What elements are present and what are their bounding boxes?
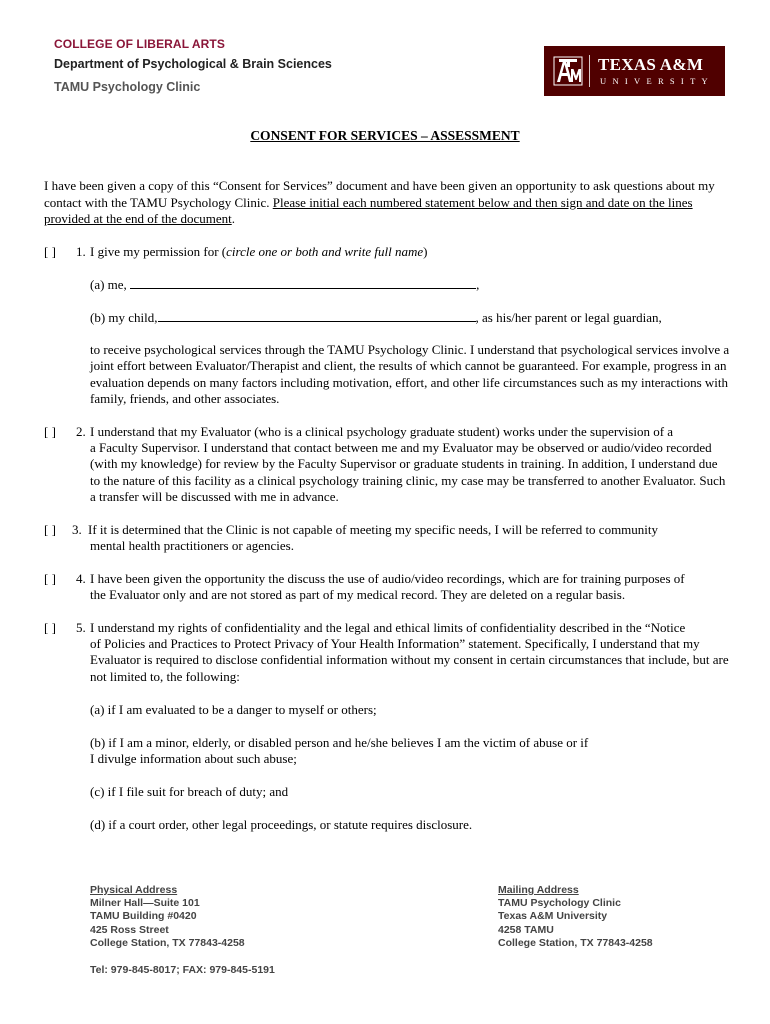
initial-box-3[interactable]: [ ] [44,522,56,537]
item2-body: a Faculty Supervisor. I understand that contact between me and my Evaluator may be observed or audio/video recorded (with my knowledge) for review by the Faculty Supervisor or graduate students in training. In addition, I understand due to the nature of this facility as a clinical psychology training clinic, my case may be transferred to another Evaluator. Such a transfer will be discussed with me in advance. [90,440,726,505]
item1-option-b: (b) my child, , as his/her parent or legal guardian, [90,310,662,325]
item-number: 2. [76,424,86,439]
logo-wordmark: TEXAS A&M [598,55,704,74]
address-line: TAMU Building #0420 [90,910,197,923]
logo-university: UNIVERSITY [600,76,714,86]
department-name: Department of Psychological & Brain Sciences [54,57,332,71]
address-line: TAMU Psychology Clinic [498,897,621,910]
phone-fax: Tel: 979-845-8017; FAX: 979-845-5191 [90,964,275,976]
item5-case-b-line2: I divulge information about such abuse; [90,751,297,766]
item-number: 3. [72,522,82,537]
item1-body: to receive psychological services through the TAMU Psychology Clinic. I understand that psychological services involve a joint effort between Evaluator/Therapist and client, the results of which cannot be guaranteed. For example, progress in an evaluation depends on many factors including motivation, effort, and other life circumstances such as my interactions with family, friends, and other associates. [90,342,730,407]
address-line: 4258 TAMU [498,923,554,936]
physical-address [90,884,245,950]
item-number: 1. [76,244,86,259]
initial-box-5[interactable]: [ ] [44,620,56,635]
item5-case-a: (a) if I am evaluated to be a danger to myself or others; [90,702,377,717]
item2-first-line: I understand that my Evaluator (who is a clinical psychology graduate student) works under the supervision of a [90,424,674,439]
item1-option-a: (a) me, , [90,277,480,292]
document-title: CONSENT FOR SERVICES – ASSESSMENT [250,128,520,143]
atm-emblem-icon [553,55,583,87]
college-name: COLLEGE OF LIBERAL ARTS [54,37,225,51]
clinic-name: TAMU Psychology Clinic [54,80,201,94]
item1-lead: I give my permission for (circle one or both and write full name) [90,244,428,259]
intro-paragraph: I have been given a copy of this “Consent for Services” document and have been given an opportunity to ask questions about my contact with the TAMU Psychology Clinic. Please initial each numbered statement below and then sign and date on the lines provided at the end of the document. [44,178,715,226]
name-field-child[interactable] [158,310,476,322]
initial-box-1[interactable]: [ ] [44,244,56,259]
item3-body: mental health practitioners or agencies. [90,538,294,553]
initial-box-2[interactable]: [ ] [44,424,56,439]
item-number: 5. [76,620,86,635]
address-line: 425 Ross Street [90,923,169,936]
item-number: 4. [76,571,86,586]
item5-case-b-line1: (b) if I am a minor, elderly, or disabled person and he/she believes I am the victim of abuse or if [90,735,589,750]
address-line: Texas A&M University [498,910,608,923]
address-line: College Station, TX 77843-4258 [498,936,653,949]
address-line: College Station, TX 77843-4258 [90,936,245,949]
item5-body: of Policies and Practices to Protect Privacy of Your Health Information” statement. Specifically, I understand that my Evaluator is required to disclose confidential information without my consent in certain circumstances that include, but are not limited to, the following: [90,636,729,684]
physical-address-heading: Physical Address [90,884,178,896]
item5-case-c: (c) if I file suit for breach of duty; and [90,784,289,799]
item5-first-line: I understand my rights of confidentiality and the legal and ethical limits of confidentiality described in the “Notice [90,620,686,635]
mailing-address [498,884,653,950]
initial-box-4[interactable]: [ ] [44,571,56,586]
item3-first-line: If it is determined that the Clinic is not capable of meeting my specific needs, I will be referred to community [88,522,659,537]
texas-am-logo [544,46,725,96]
mailing-address-heading: Mailing Address [498,884,579,896]
name-field-me[interactable] [130,277,476,289]
item4-first-line: I have been given the opportunity the discuss the use of audio/video recordings, which are for training purposes of [90,571,685,586]
item5-case-d: (d) if a court order, other legal proceedings, or statute requires disclosure. [90,817,473,832]
item4-body: the Evaluator only and are not stored as part of my medical record. They are deleted on a regular basis. [90,587,626,602]
address-line: Milner Hall—Suite 101 [90,897,200,910]
